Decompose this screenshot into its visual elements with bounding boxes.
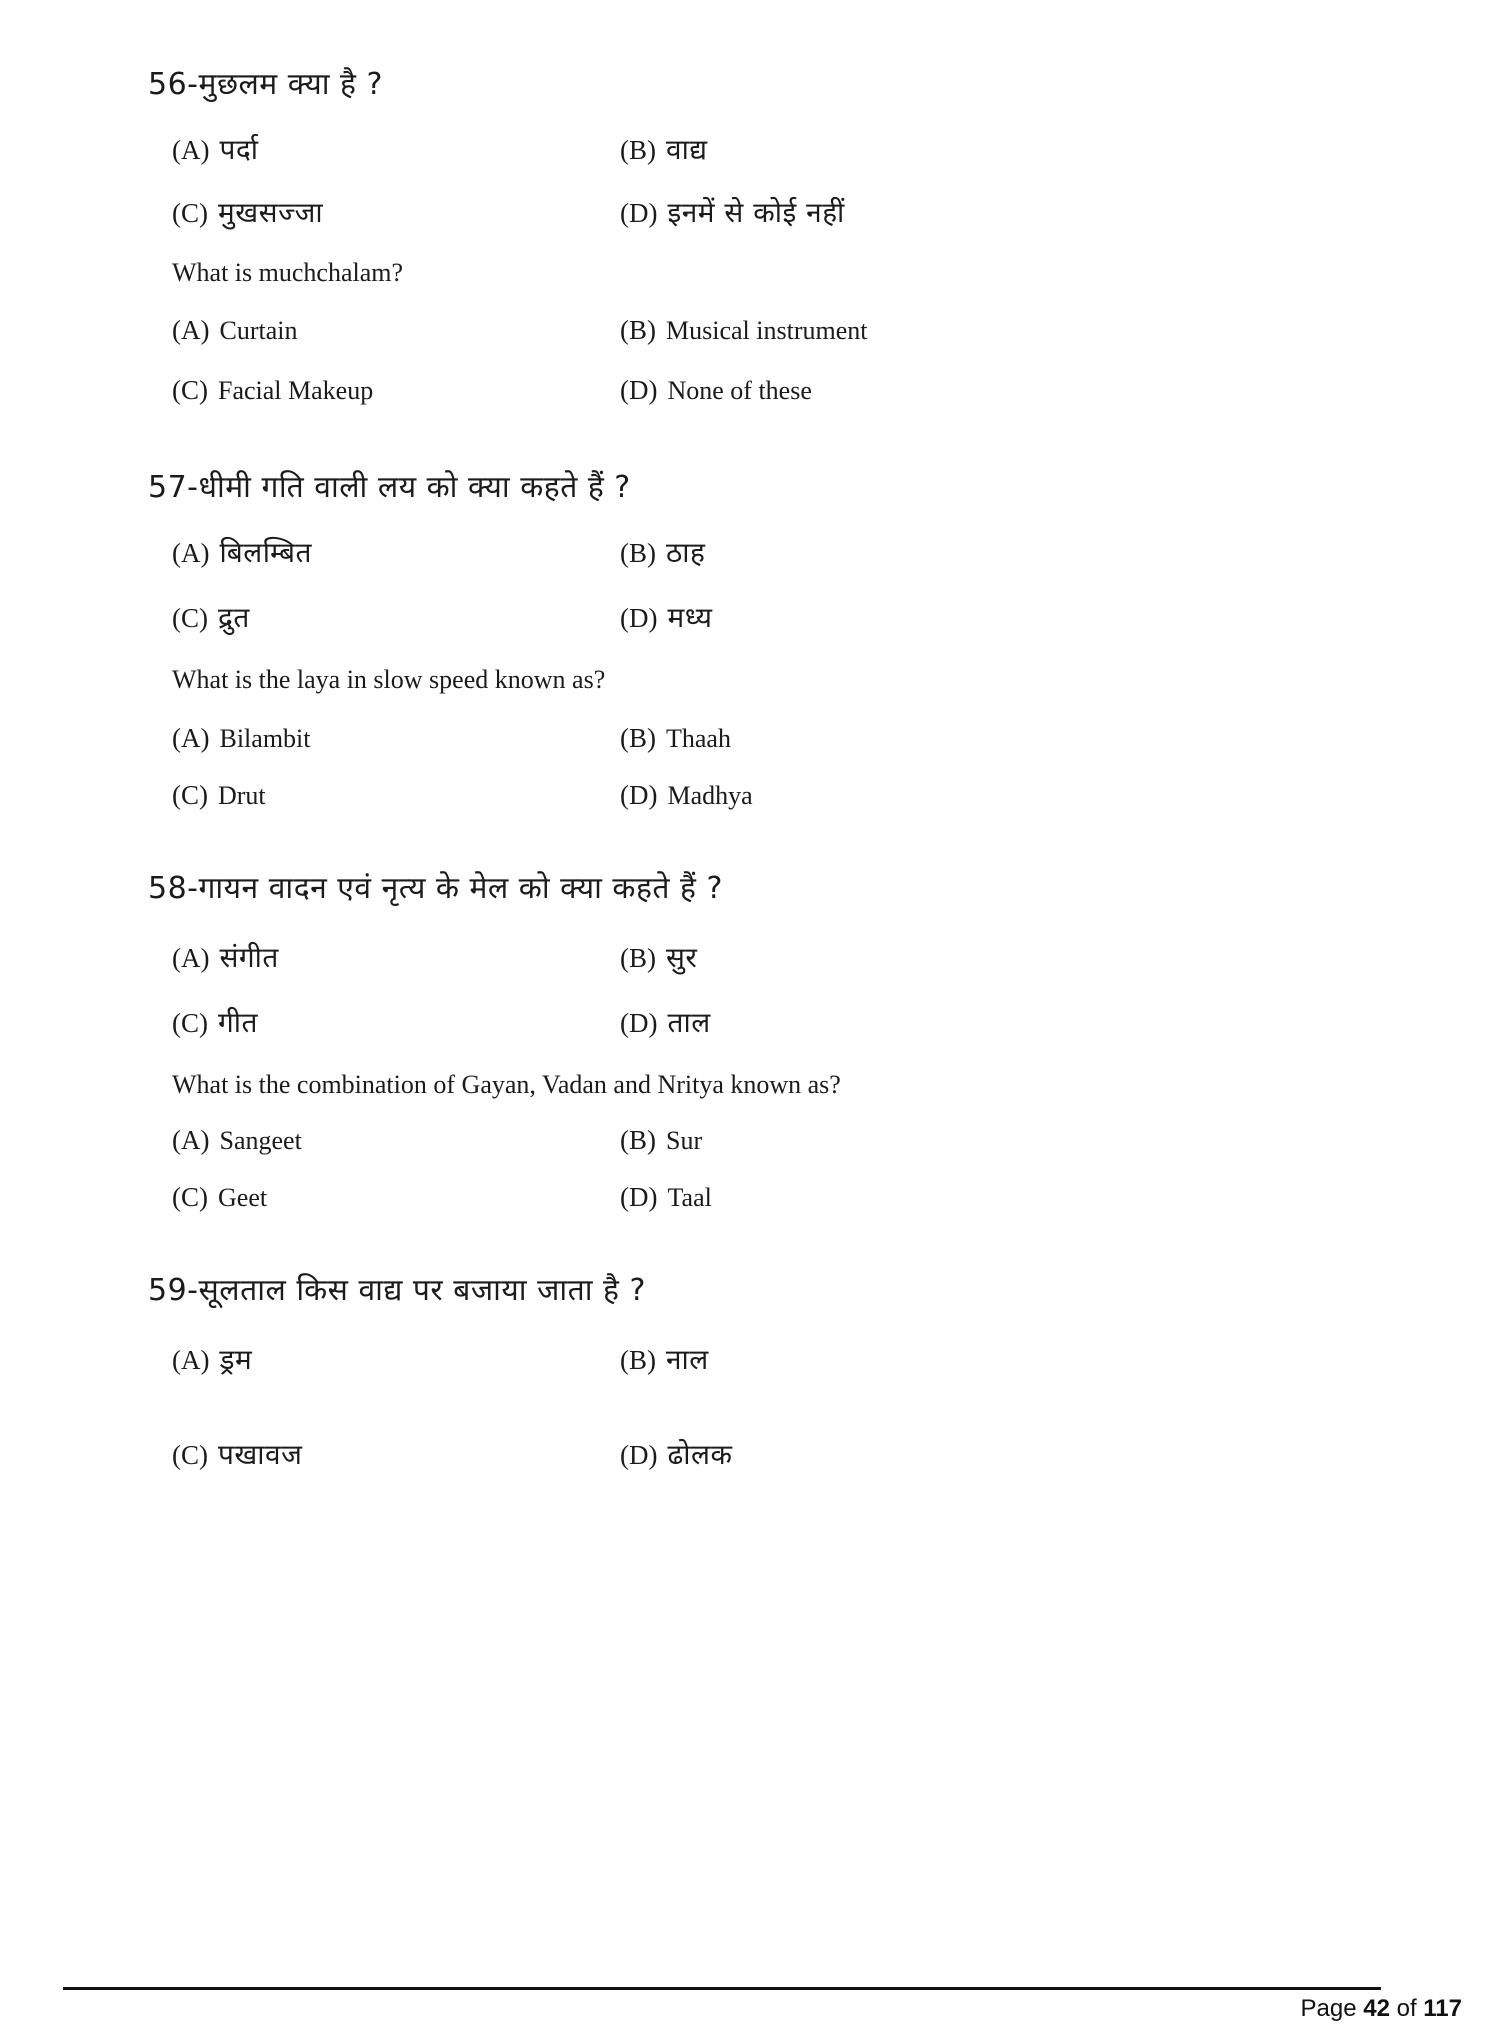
- option-letter: (B): [620, 723, 656, 753]
- option-letter: (A): [172, 135, 210, 165]
- option-58-d-english: [620, 1182, 1445, 1213]
- option-56-a-english: [172, 315, 620, 346]
- option-57-a-english: [172, 723, 620, 754]
- option-letter: (B): [620, 315, 656, 345]
- option-letter: (A): [172, 723, 210, 753]
- question-57-hindi-options-row-2: [172, 598, 1445, 636]
- option-58-c-hindi: [172, 1003, 620, 1041]
- question-56-english-options-row-1: [172, 315, 1445, 346]
- footer-total-pages: 117: [1423, 1995, 1462, 2022]
- question-59-hindi-options-row-1: [172, 1340, 1445, 1378]
- option-letter: (A): [172, 943, 210, 973]
- option-letter: (C): [172, 780, 208, 810]
- option-57-a-hindi: [172, 533, 620, 571]
- option-text: ड्रम: [219, 1343, 253, 1376]
- option-letter: (B): [620, 1345, 656, 1375]
- option-59-a-hindi: [172, 1340, 620, 1378]
- option-letter: (A): [172, 1345, 210, 1375]
- option-58-a-hindi: [172, 938, 620, 976]
- option-text: गीत: [218, 1006, 258, 1039]
- option-57-c-english: [172, 780, 620, 811]
- option-56-d-hindi: [620, 193, 1445, 231]
- question-56-english: What is muchchalam?: [172, 258, 404, 287]
- option-text: द्रुत: [218, 601, 250, 634]
- question-58-english-options-row-1: [172, 1125, 1445, 1156]
- option-text: Sur: [666, 1126, 703, 1155]
- question-56-english-options-row-2: [172, 375, 1445, 406]
- option-text: नाल: [666, 1343, 709, 1376]
- option-letter: (D): [620, 780, 658, 810]
- option-letter: (D): [620, 603, 658, 633]
- option-text: संगीत: [219, 941, 279, 974]
- option-56-c-hindi: [172, 193, 620, 231]
- option-text: None of these: [667, 376, 812, 405]
- option-letter: (C): [172, 1008, 208, 1038]
- option-text: वाद्य: [666, 133, 708, 166]
- option-57-b-hindi: [620, 533, 1445, 571]
- question-56-hindi-options-row-1: [172, 130, 1445, 168]
- option-58-b-english: [620, 1125, 1445, 1156]
- footer-page-word: Page: [1300, 1995, 1357, 2022]
- option-letter: (C): [172, 375, 208, 405]
- option-letter: (B): [620, 135, 656, 165]
- option-text: मध्य: [667, 601, 713, 634]
- option-letter: (D): [620, 198, 658, 228]
- option-text: Facial Makeup: [218, 376, 374, 405]
- option-letter: (A): [172, 1125, 210, 1155]
- option-letter: (C): [172, 1182, 208, 1212]
- option-59-d-hindi: [620, 1435, 1445, 1473]
- option-text: Madhya: [667, 781, 753, 810]
- option-letter: (D): [620, 375, 658, 405]
- option-text: Drut: [218, 781, 266, 810]
- option-57-b-english: [620, 723, 1445, 754]
- option-58-d-hindi: [620, 1003, 1445, 1041]
- option-57-c-hindi: [172, 598, 620, 636]
- question-57-english: What is the laya in slow speed known as?: [172, 665, 606, 694]
- option-letter: (D): [620, 1440, 658, 1470]
- footer-divider: [63, 1987, 1381, 1990]
- question-58-english-options-row-2: [172, 1182, 1445, 1213]
- option-letter: (C): [172, 1440, 208, 1470]
- option-text: ठाह: [666, 536, 706, 569]
- option-59-b-hindi: [620, 1340, 1445, 1378]
- option-letter: (B): [620, 1125, 656, 1155]
- option-letter: (A): [172, 315, 210, 345]
- option-letter: (B): [620, 943, 656, 973]
- question-58-hindi-options-row-2: [172, 1003, 1445, 1041]
- option-57-d-english: [620, 780, 1445, 811]
- question-59-hindi: 59-सूलताल किस वाद्य पर बजाया जाता है ?: [148, 1273, 646, 1308]
- option-letter: (C): [172, 198, 208, 228]
- question-56-hindi: 56-मुछलम क्या है ?: [148, 67, 383, 102]
- page-number-footer: [1300, 1995, 1462, 2023]
- question-58-hindi: 58-गायन वादन एवं नृत्य के मेल को क्या कहते हैं ?: [148, 871, 723, 906]
- option-56-d-english: [620, 375, 1445, 406]
- option-59-c-hindi: [172, 1435, 620, 1473]
- question-59-hindi-options-row-2: [172, 1435, 1445, 1473]
- question-57-hindi-options-row-1: [172, 533, 1445, 571]
- option-text: बिलम्बित: [219, 536, 313, 569]
- option-letter: (C): [172, 603, 208, 633]
- option-56-b-hindi: [620, 130, 1445, 168]
- footer-page-number: 42: [1363, 1995, 1390, 2022]
- option-text: ताल: [667, 1006, 711, 1039]
- option-58-c-english: [172, 1182, 620, 1213]
- question-58-hindi-options-row-1: [172, 938, 1445, 976]
- option-text: पखावज: [218, 1438, 303, 1471]
- question-57-english-options-row-2: [172, 780, 1445, 811]
- option-text: Bilambit: [219, 724, 311, 753]
- option-56-a-hindi: [172, 130, 620, 168]
- option-text: Taal: [667, 1183, 712, 1212]
- option-text: Thaah: [666, 724, 731, 753]
- option-text: सुर: [666, 941, 698, 974]
- option-text: इनमें से कोई नहीं: [667, 196, 845, 229]
- option-letter: (D): [620, 1008, 658, 1038]
- option-letter: (A): [172, 538, 210, 568]
- option-text: मुखसज्जा: [218, 196, 324, 229]
- option-letter: (B): [620, 538, 656, 568]
- option-58-b-hindi: [620, 938, 1445, 976]
- question-56-hindi-options-row-2: [172, 193, 1445, 231]
- option-text: पर्दा: [219, 133, 259, 166]
- option-57-d-hindi: [620, 598, 1445, 636]
- option-text: Geet: [218, 1183, 268, 1212]
- question-57-hindi: 57-धीमी गति वाली लय को क्या कहते हैं ?: [148, 470, 631, 505]
- option-text: Curtain: [219, 316, 298, 345]
- option-text: ढोलक: [667, 1438, 733, 1471]
- option-58-a-english: [172, 1125, 620, 1156]
- question-57-english-options-row-1: [172, 723, 1445, 754]
- option-56-b-english: [620, 315, 1445, 346]
- option-text: Sangeet: [219, 1126, 302, 1155]
- question-58-english: What is the combination of Gayan, Vadan and Nritya known as?: [172, 1070, 841, 1099]
- option-letter: (D): [620, 1182, 658, 1212]
- footer-of-word: of: [1396, 1995, 1417, 2022]
- option-text: Musical instrument: [666, 316, 868, 345]
- option-56-c-english: [172, 375, 620, 406]
